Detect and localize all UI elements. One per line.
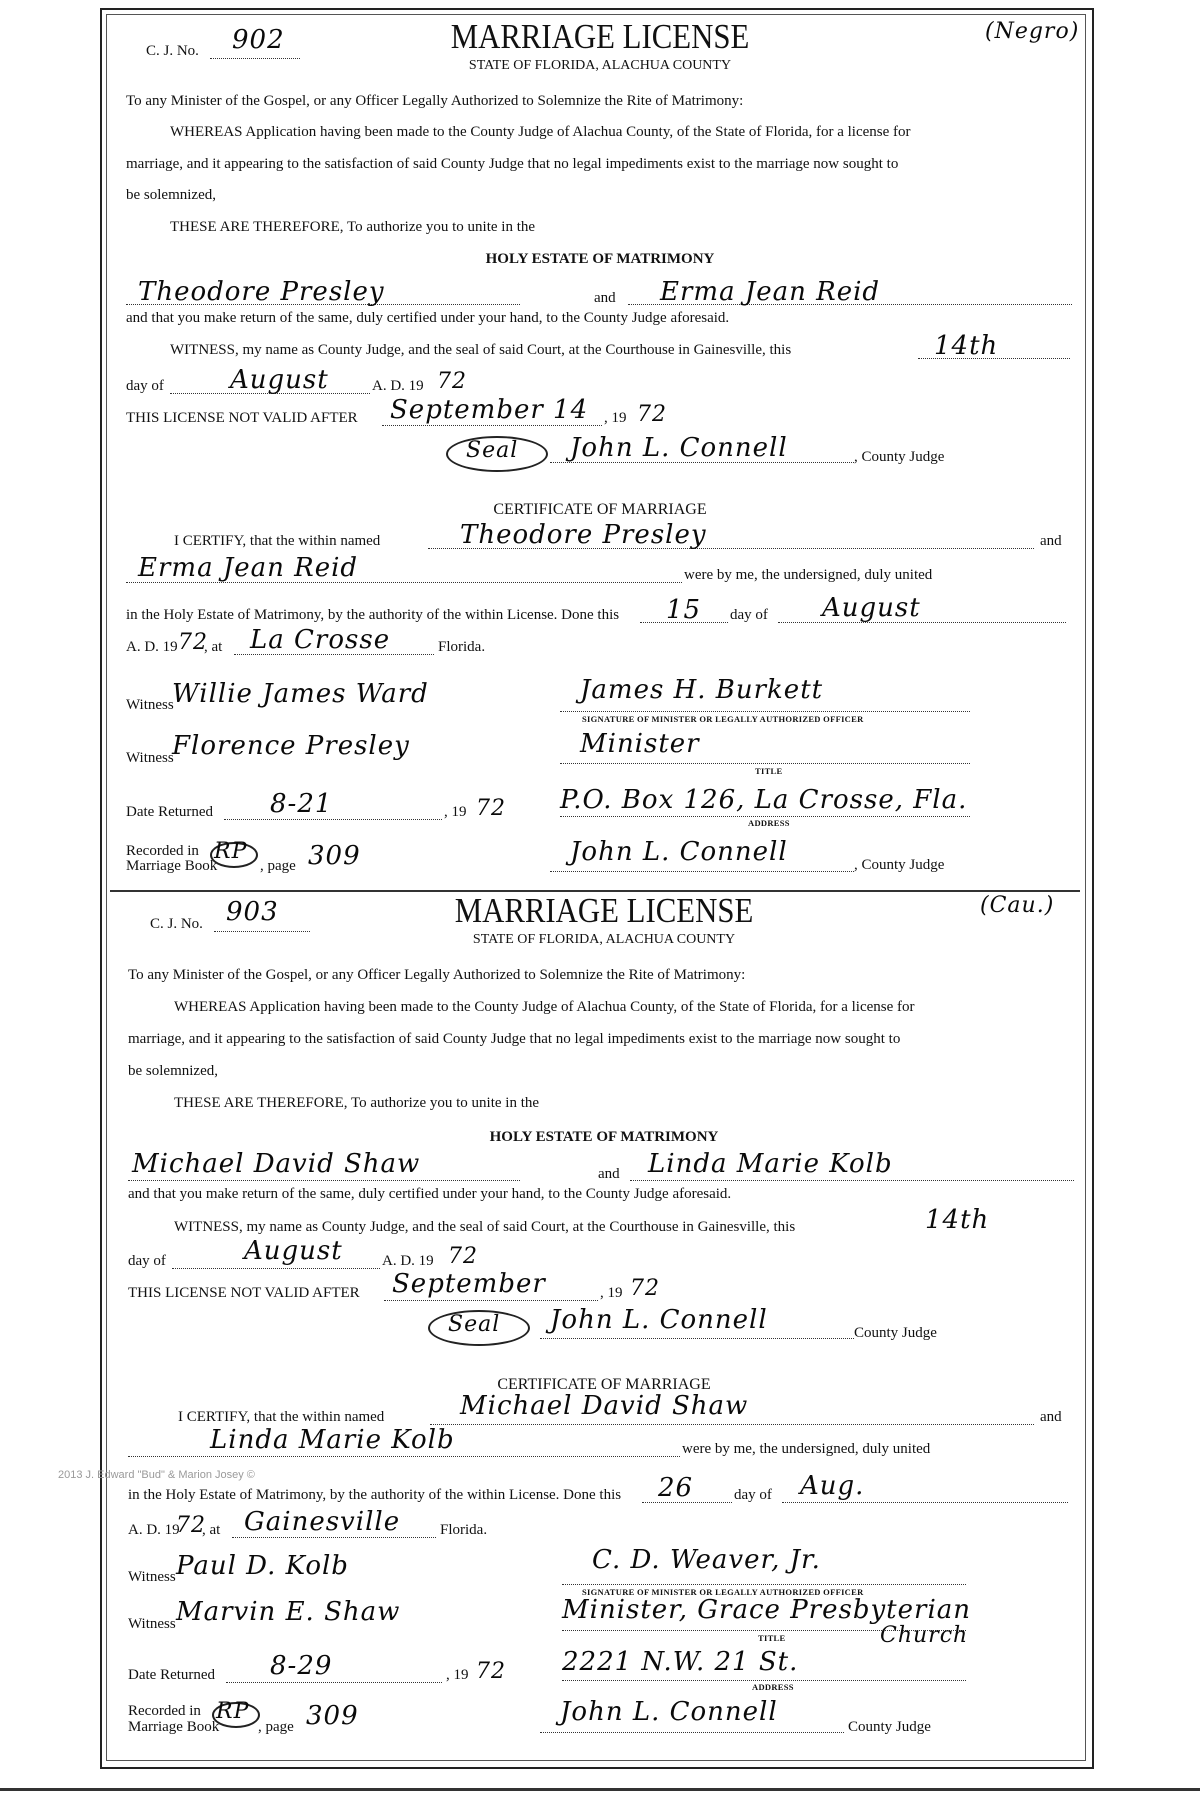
recorded-label-1: Recorded in <box>128 1703 201 1719</box>
and-label: and <box>598 1166 620 1182</box>
cert-and-label: and <box>1040 533 1062 549</box>
return-line: and that you make return of the same, duly certified under your hand, to the County Judge aforesaid. <box>128 1186 732 1202</box>
whereas-line-1: WHEREAS Application having been made to the County Judge of Alachua County, of the State of Florida, for a license for <box>174 999 915 1015</box>
marriage-book: RP <box>214 839 248 864</box>
title-caption: TITLE <box>755 766 783 776</box>
address-line: To any Minister of the Gospel, or any Officer Legally Authorized to Solemnize the Rite of Matrimony: <box>128 967 746 983</box>
not-valid-label: THIS LICENSE NOT VALID AFTER <box>128 1285 360 1301</box>
certify-intro: I CERTIFY, that the within named <box>178 1409 385 1425</box>
returned-year-prefix: , 19 <box>446 1667 469 1683</box>
returned-year: 72 <box>476 796 506 821</box>
address-line-rule <box>562 1680 966 1681</box>
cert-groom-line <box>430 1424 1034 1425</box>
license-title: MARRIAGE LICENSE <box>450 17 750 56</box>
officer-signature-line <box>562 1584 966 1585</box>
witness-2-label: Witness <box>126 750 174 766</box>
issue-year: 72 <box>437 369 467 394</box>
county-judge-label: County Judge <box>854 1325 937 1341</box>
witness-line: WITNESS, my name as County Judge, and the seal of said Court, at the Courthouse in Gainesville, this <box>174 1219 796 1235</box>
judge-signature-line <box>540 1338 854 1339</box>
place: Gainesville <box>244 1507 401 1537</box>
recorded-label-1: Recorded in <box>126 843 199 859</box>
address-caption: ADDRESS <box>748 818 790 828</box>
ad-2-label: A. D. 19 <box>128 1522 180 1538</box>
officer-address: 2221 N.W. 21 St. <box>562 1647 799 1677</box>
whereas-line-2: marriage, and it appearing to the satisfaction of said County Judge that no legal impediments exist to the marriage now sought to <box>126 156 899 172</box>
bride-name: Linda Marie Kolb <box>648 1149 893 1179</box>
marriage-license-903 <box>110 892 1080 1760</box>
date-returned-label: Date Returned <box>128 1667 216 1683</box>
judge-signature: John L. Connell <box>570 433 788 463</box>
not-valid-label: THIS LICENSE NOT VALID AFTER <box>126 410 358 426</box>
return-line: and that you make return of the same, duly certified under your hand, to the County Judge aforesaid. <box>126 310 730 326</box>
florida-label: Florida. <box>438 639 486 655</box>
address-line: To any Minister of the Gospel, or any Officer Legally Authorized to Solemnize the Rite of Matrimony: <box>126 93 744 109</box>
witness-1: Paul D. Kolb <box>176 1551 349 1581</box>
witness-1: Willie James Ward <box>172 679 429 709</box>
page-label: , page <box>258 1719 294 1735</box>
day-of-2-label: day of <box>730 607 768 623</box>
witness-2: Marvin E. Shaw <box>176 1597 401 1627</box>
done-day: 26 <box>658 1473 694 1503</box>
bottom-rule <box>0 1788 1200 1791</box>
date-returned-line <box>224 819 442 820</box>
returned-year-prefix: , 19 <box>444 804 467 820</box>
issue-month-line <box>172 1268 380 1269</box>
issue-month: August <box>230 365 329 395</box>
holy-line: in the Holy Estate of Matrimony, by the authority of the within License. Done this <box>128 1487 622 1503</box>
cert-and-label: and <box>1040 1409 1062 1425</box>
address-caption: ADDRESS <box>752 1682 794 1692</box>
not-valid-line <box>384 1300 598 1301</box>
race-note: (Negro) <box>985 19 1080 44</box>
officer-caption: SIGNATURE OF MINISTER OR LEGALLY AUTHORIZED OFFICER <box>582 1587 864 1597</box>
race-note: (Cau.) <box>980 893 1055 918</box>
issue-year: 72 <box>448 1244 478 1269</box>
done-month: Aug. <box>800 1471 865 1501</box>
page-number: 309 <box>308 841 361 871</box>
officer-title: Minister <box>580 729 700 759</box>
cert-year: 72 <box>176 1513 206 1538</box>
title-caption: TITLE <box>758 1633 786 1643</box>
seal-text: Seal <box>466 438 519 463</box>
united-label: were by me, the undersigned, duly united <box>682 1441 931 1457</box>
recording-signature-line <box>550 871 854 872</box>
license-subtitle: STATE OF FLORIDA, ALACHUA COUNTY <box>468 58 732 73</box>
witness-1-label: Witness <box>126 697 174 713</box>
recording-judge-label: , County Judge <box>854 857 945 873</box>
cert-groom: Theodore Presley <box>460 520 707 550</box>
cj-number-line <box>214 931 310 932</box>
at-label: , at <box>202 1522 221 1538</box>
ad-label: A. D. 19 <box>372 378 424 394</box>
day-of-label: day of <box>126 378 164 394</box>
license-title: MARRIAGE LICENSE <box>454 891 754 930</box>
groom-name: Michael David Shaw <box>132 1149 421 1179</box>
license-subtitle: STATE OF FLORIDA, ALACHUA COUNTY <box>472 932 736 947</box>
date-returned-label: Date Returned <box>126 804 214 820</box>
not-valid-line <box>382 425 602 426</box>
seal-text: Seal <box>448 1312 501 1337</box>
cj-number-label: C. J. No. <box>146 43 199 59</box>
officer-caption: SIGNATURE OF MINISTER OR LEGALLY AUTHORIZED OFFICER <box>582 714 864 724</box>
therefore-line: THESE ARE THEREFORE, To authorize you to unite in the <box>170 219 536 235</box>
issue-month: August <box>244 1236 343 1266</box>
done-month: August <box>822 593 921 623</box>
witness-1-label: Witness <box>128 1569 176 1585</box>
issue-day: 14th <box>934 331 999 361</box>
bride-name: Erma Jean Reid <box>660 277 881 307</box>
ad-2-label: A. D. 19 <box>126 639 178 655</box>
certificate-heading: CERTIFICATE OF MARRIAGE <box>493 501 707 518</box>
cj-number-line <box>210 58 300 59</box>
whereas-line-3: be solemnized, <box>128 1063 218 1079</box>
therefore-line: THESE ARE THEREFORE, To authorize you to unite in the <box>174 1095 540 1111</box>
recorded-label-2: Marriage Book <box>128 1719 220 1735</box>
witness-line: WITNESS, my name as County Judge, and the seal of said Court, at the Courthouse in Gainesville, this <box>170 342 792 358</box>
and-label: and <box>594 290 616 306</box>
officer-address: P.O. Box 126, La Crosse, Fla. <box>560 785 968 815</box>
witness-2-label: Witness <box>128 1616 176 1632</box>
holy-estate-heading: HOLY ESTATE OF MATRIMONY <box>489 1129 719 1145</box>
at-label: , at <box>204 639 223 655</box>
not-valid-date: September <box>392 1269 546 1299</box>
cj-number: 903 <box>226 897 279 927</box>
recording-signature: John L. Connell <box>560 1697 778 1727</box>
recorded-label-2: Marriage Book <box>126 858 218 874</box>
cert-year: 72 <box>178 630 208 655</box>
whereas-line-2: marriage, and it appearing to the satisfaction of said County Judge that no legal impediments exist to the marriage now sought to <box>128 1031 901 1047</box>
not-valid-year-prefix: , 19 <box>604 410 627 426</box>
cj-number: 902 <box>232 25 285 55</box>
date-returned: 8-29 <box>270 1651 333 1681</box>
holy-estate-heading: HOLY ESTATE OF MATRIMONY <box>485 251 715 267</box>
recording-signature: John L. Connell <box>570 837 788 867</box>
cert-groom: Michael David Shaw <box>460 1391 749 1421</box>
place: La Crosse <box>250 625 391 655</box>
day-of-2-label: day of <box>734 1487 772 1503</box>
page-label: , page <box>260 858 296 874</box>
copyright-watermark: 2013 J. Edward "Bud" & Marion Josey © <box>58 1469 255 1481</box>
marriage-license-902 <box>110 16 1080 891</box>
day-of-label: day of <box>128 1253 166 1269</box>
issue-day: 14th <box>925 1205 990 1235</box>
page-number: 309 <box>306 1701 359 1731</box>
witness-2: Florence Presley <box>172 731 410 761</box>
whereas-line-3: be solemnized, <box>126 187 216 203</box>
recording-signature-line <box>540 1732 844 1733</box>
date-returned-line <box>226 1682 442 1683</box>
bride-line <box>630 1180 1074 1181</box>
not-valid-year: 72 <box>630 1276 660 1301</box>
holy-line: in the Holy Estate of Matrimony, by the authority of the within License. Done this <box>126 607 620 623</box>
groom-name: Theodore Presley <box>138 277 385 307</box>
not-valid-date: September 14 <box>390 395 589 425</box>
date-returned: 8-21 <box>270 789 333 819</box>
officer-title-extra: Church <box>880 1623 969 1648</box>
not-valid-year-prefix: , 19 <box>600 1285 623 1301</box>
cert-bride: Linda Marie Kolb <box>210 1425 455 1455</box>
groom-line <box>128 1180 520 1181</box>
whereas-line-1: WHEREAS Application having been made to the County Judge of Alachua County, of the State of Florida, for a license for <box>170 124 911 140</box>
done-day: 15 <box>666 595 702 625</box>
florida-label: Florida. <box>440 1522 488 1538</box>
not-valid-year: 72 <box>637 402 667 427</box>
officer-signature-line <box>560 711 970 712</box>
done-month-line <box>782 1502 1068 1503</box>
certificate-heading: CERTIFICATE OF MARRIAGE <box>497 1376 711 1393</box>
returned-year: 72 <box>476 1659 506 1684</box>
place-line <box>232 1537 436 1538</box>
cert-bride-line <box>128 1456 680 1457</box>
cert-bride: Erma Jean Reid <box>138 553 359 583</box>
officer-title-line <box>560 763 970 764</box>
ad-label: A. D. 19 <box>382 1253 434 1269</box>
united-label: were by me, the undersigned, duly united <box>684 567 933 583</box>
officer-title: Minister, Grace Presbyterian <box>562 1595 971 1625</box>
judge-signature: John L. Connell <box>550 1305 768 1335</box>
certify-intro: I CERTIFY, that the within named <box>174 533 381 549</box>
county-judge-label: , County Judge <box>854 449 945 465</box>
address-line-rule <box>560 816 970 817</box>
marriage-book: RP <box>216 1699 250 1724</box>
recording-judge-label: County Judge <box>848 1719 931 1735</box>
officer-signature: James H. Burkett <box>580 675 824 705</box>
cj-number-label: C. J. No. <box>150 916 203 932</box>
officer-signature: C. D. Weaver, Jr. <box>592 1545 821 1575</box>
